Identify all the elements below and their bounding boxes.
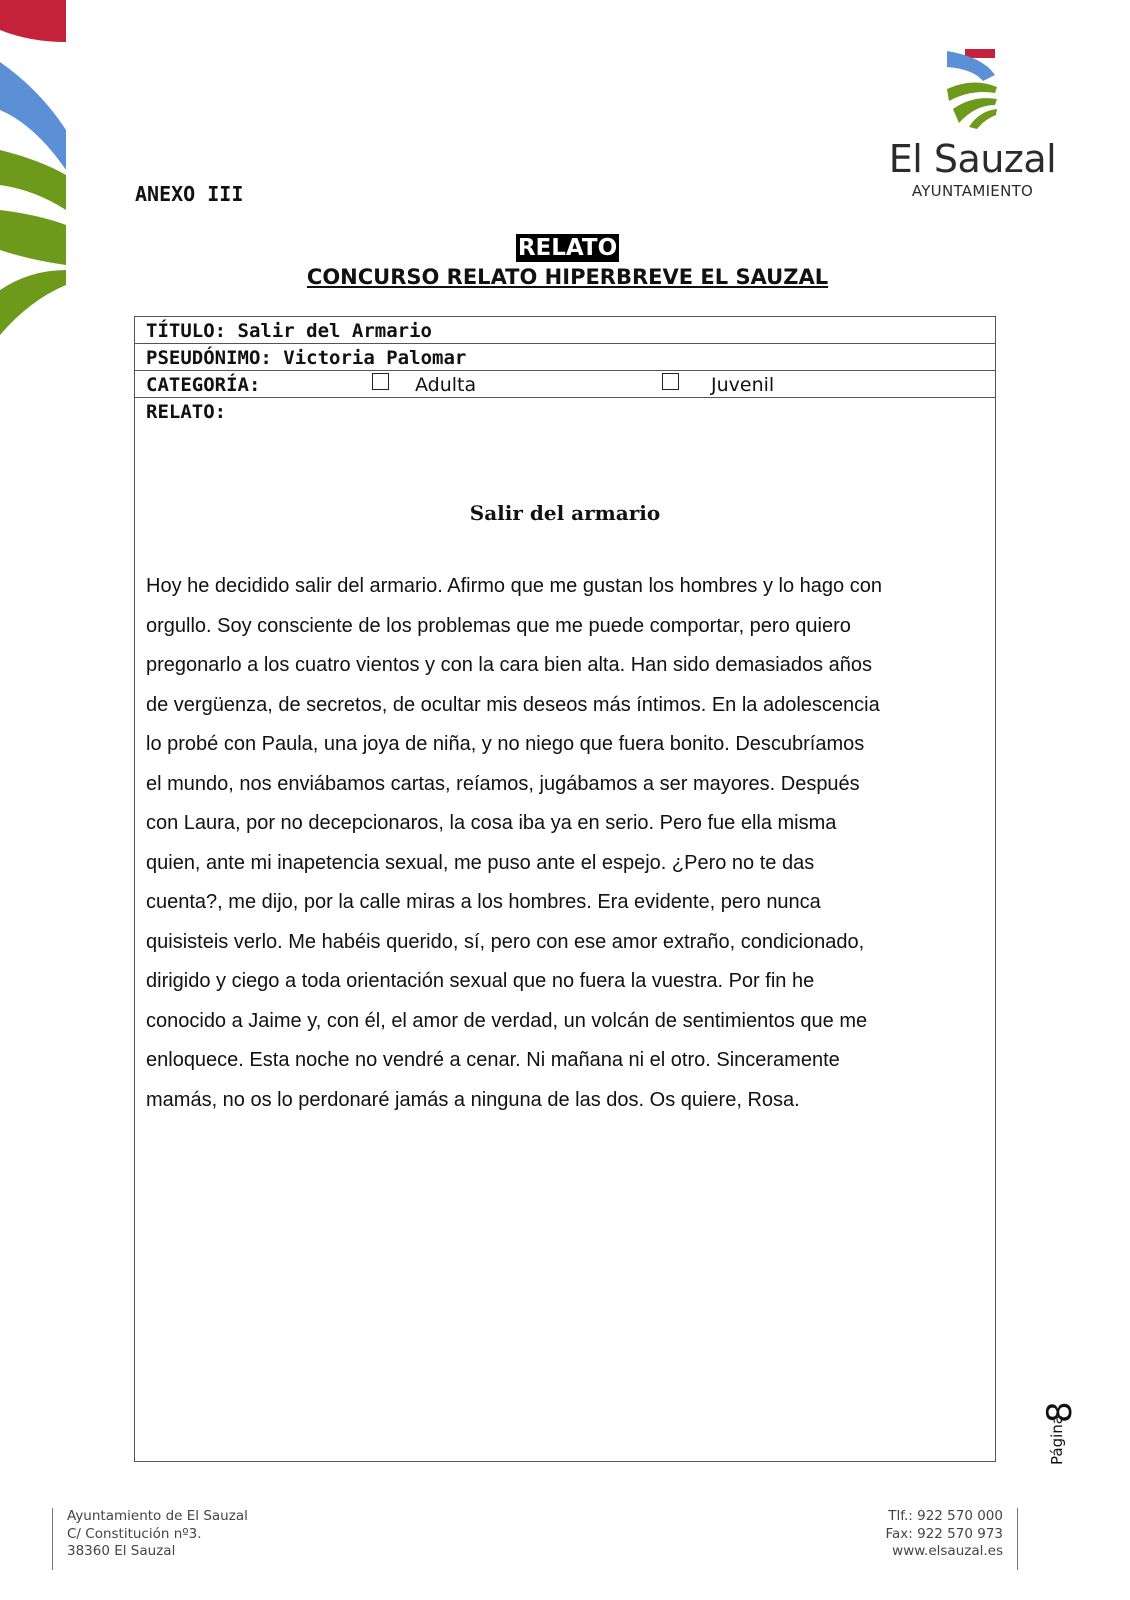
- story-line: de vergüenza, de secretos, de ocultar mis deseos más íntimos. En la adolescencia: [146, 693, 880, 716]
- green-arc-3: [0, 270, 66, 335]
- title-block: [135, 234, 1000, 290]
- option-juvenil-label: Juvenil: [711, 374, 775, 396]
- titulo-value: Salir del Armario: [237, 320, 432, 342]
- red-arc: [0, 0, 66, 42]
- relato-label: RELATO:: [146, 401, 227, 423]
- logo-name: El Sauzal: [888, 137, 1057, 181]
- footer-line: C/ Constitución nº3.: [67, 1525, 202, 1542]
- story-title: Salir del armario: [469, 501, 661, 525]
- categoria-label: CATEGORÍA:: [146, 374, 261, 396]
- footer-line[interactable]: www.elsauzal.es: [892, 1543, 1003, 1559]
- title-subtitle: CONCURSO RELATO HIPERBREVE EL SAUZAL: [306, 265, 829, 289]
- story-line: quisisteis verlo. Me habéis querido, sí, pero con ese amor extraño, condicionado,: [146, 930, 865, 953]
- page-value: 8: [1040, 1401, 1080, 1423]
- footer-line: Fax: 922 570 973: [885, 1525, 1003, 1542]
- footer-contact: [885, 1508, 1018, 1570]
- page-label: Página: [1048, 1415, 1066, 1465]
- pseudonimo-value: Victoria Palomar: [283, 347, 467, 369]
- story-line: mamás, no os lo perdonaré jamás a ninguna de las dos. Os quiere, Rosa.: [146, 1088, 800, 1111]
- footer-line: Tlf.: 922 570 000: [888, 1508, 1003, 1524]
- story-line: dirigido y ciego a toda orientación sexual que no fuera la vuestra. Por fin he: [146, 970, 815, 992]
- story-body: [146, 567, 991, 1120]
- logo-subtitle: AYUNTAMIENTO: [911, 182, 1034, 200]
- titulo-label: TÍTULO:: [146, 320, 227, 342]
- page-number: [1040, 1385, 1100, 1465]
- titulo-row: [135, 317, 995, 344]
- relato-row: [135, 398, 995, 425]
- pseudonimo-row: [135, 344, 995, 371]
- annex-label: ANEXO III: [135, 182, 244, 206]
- green-arc-1: [0, 150, 66, 210]
- footer-address: [52, 1508, 248, 1570]
- story-line: enloquece. Esta noche no vendré a cenar. Ni mañana ni el otro. Sinceramente: [146, 1049, 840, 1071]
- footer-line: 38360 El Sauzal: [67, 1543, 176, 1559]
- story-line: lo probé con Paula, una joya de niña, y no niego que fuera bonito. Descubríamos: [146, 733, 865, 755]
- story-line: conocido a Jaime y, con él, el amor de verdad, un volcán de sentimientos que me: [146, 1009, 868, 1032]
- logo-emblem-icon: [943, 45, 1003, 130]
- story-line: orgullo. Soy consciente de los problemas que me puede comportar, pero quiero: [146, 614, 851, 637]
- story-line: quien, ante mi inapetencia sexual, me puso ante el espejo. ¿Pero no te das: [146, 851, 815, 874]
- footer-line: Ayuntamiento de El Sauzal: [67, 1508, 248, 1524]
- story-line: pregonarlo a los cuatro vientos y con la cara bien alta. Han sido demasiados años: [146, 654, 872, 676]
- story-line: el mundo, nos enviábamos cartas, reíamos, jugábamos a ser mayores. Después: [146, 772, 860, 795]
- story-line: con Laura, por no decepcionaros, la cosa iba ya en serio. Pero fue ella misma: [146, 812, 837, 834]
- green-arc-2: [0, 210, 66, 265]
- checkbox-juvenil[interactable]: [662, 373, 679, 390]
- option-adulta-label: Adulta: [415, 374, 477, 396]
- corner-decoration: [0, 0, 70, 340]
- checkbox-adulta[interactable]: [372, 373, 389, 390]
- el-sauzal-logo: [885, 45, 1060, 205]
- title-highlight: RELATO: [517, 235, 618, 261]
- categoria-row: [135, 371, 995, 398]
- entry-form: [134, 316, 996, 1462]
- story-line: Hoy he decidido salir del armario. Afirmo que me gustan los hombres y lo hago con: [146, 575, 882, 597]
- pseudonimo-label: PSEUDÓNIMO:: [146, 347, 272, 369]
- story-line: cuenta?, me dijo, por la calle miras a los hombres. Era evidente, pero nunca: [146, 891, 821, 913]
